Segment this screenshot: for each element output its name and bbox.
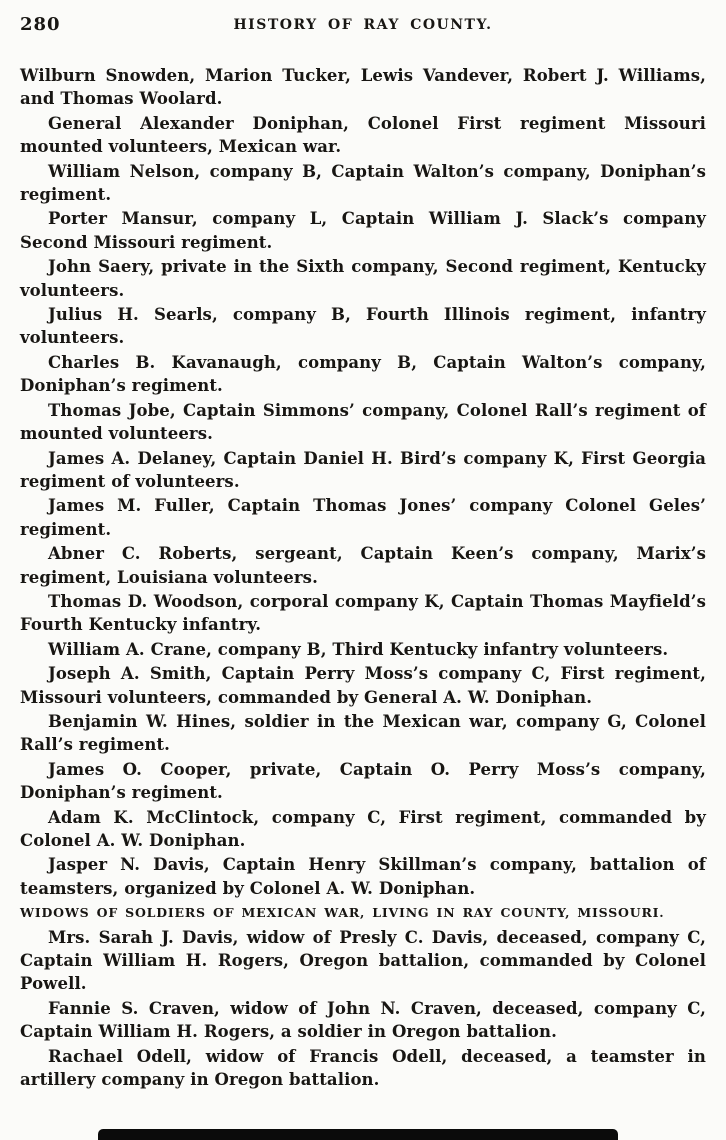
paragraph: Jasper N. Davis, Captain Henry Skillman’s company, battalion of teamsters, organized by Colonel A. W. Doniphan. bbox=[20, 855, 706, 898]
paragraph: James A. Delaney, Captain Daniel H. Bird’s company K, First Georgia regiment of volunteers. bbox=[20, 448, 706, 491]
paragraph: Benjamin W. Hines, soldier in the Mexican war, company G, Colonel Rall’s regiment. bbox=[20, 711, 706, 755]
paragraph: Thomas Jobe, Captain Simmons’ company, Colonel Rall’s regiment of mounted volunteers. bbox=[20, 400, 706, 444]
paragraph: James M. Fuller, Captain Thomas Jones’ company Colonel Geles’ regiment. bbox=[20, 496, 706, 539]
scan-artifact-bar bbox=[98, 1129, 618, 1140]
paragraph: Wilburn Snowden, Marion Tucker, Lewis Vandever, Robert J. Williams, and Thomas Woolard. bbox=[20, 66, 706, 109]
paragraph: General Alexander Doniphan, Colonel First regiment Missouri mounted volunteers, Mexican war. bbox=[20, 113, 706, 157]
page-number: 280 bbox=[20, 14, 61, 35]
paragraph: Porter Mansur, company L, Captain William J. Slack’s company Second Missouri regiment. bbox=[20, 209, 706, 252]
paragraph: John Saery, private in the Sixth company, Second regiment, Kentucky volunteers. bbox=[20, 257, 706, 300]
paragraph: Fannie S. Craven, widow of John N. Craven, deceased, company C, Captain William H. Rogers, a soldier in Oregon battalion. bbox=[20, 998, 706, 1042]
paragraph: William Nelson, company B, Captain Walton’s company, Doniphan’s regiment. bbox=[20, 161, 706, 205]
paragraph: Abner C. Roberts, sergeant, Captain Keen’s company, Marix’s regiment, Louisiana volunteers. bbox=[20, 544, 706, 587]
paragraph: Joseph A. Smith, Captain Perry Moss’s company C, First regiment, Missouri volunteers, commanded by General A. W. Doniphan. bbox=[20, 664, 706, 707]
paragraph: Charles B. Kavanaugh, company B, Captain Walton’s company, Doniphan’s regiment. bbox=[20, 352, 706, 396]
paragraph: William A. Crane, company B, Third Kentucky infantry volunteers. bbox=[48, 639, 669, 659]
paragraph: Julius H. Searls, company B, Fourth Illinois regiment, infantry volunteers. bbox=[20, 305, 706, 348]
page-header bbox=[20, 12, 706, 46]
paragraph: Thomas D. Woodson, corporal company K, Captain Thomas Mayfield’s Fourth Kentucky infantry. bbox=[20, 591, 706, 635]
paragraph: Rachael Odell, widow of Francis Odell, deceased, a teamster in artillery company in Oregon battalion. bbox=[20, 1046, 706, 1090]
paragraph: Adam K. McClintock, company C, First regiment, commanded by Colonel A. W. Doniphan. bbox=[20, 807, 706, 850]
paragraph: James O. Cooper, private, Captain O. Perry Moss’s company, Doniphan’s regiment. bbox=[20, 759, 706, 803]
section-heading: WIDOWS OF SOLDIERS OF MEXICAN WAR, LIVING IN RAY COUNTY, MISSOURI. bbox=[20, 905, 665, 921]
running-header-title: HISTORY OF RAY COUNTY. bbox=[233, 17, 493, 33]
paragraph: Mrs. Sarah J. Davis, widow of Presly C. Davis, deceased, company C, Captain William H. Rogers, Oregon battalion, commanded by Colonel Powell. bbox=[20, 927, 706, 994]
page-text bbox=[20, 64, 706, 1091]
